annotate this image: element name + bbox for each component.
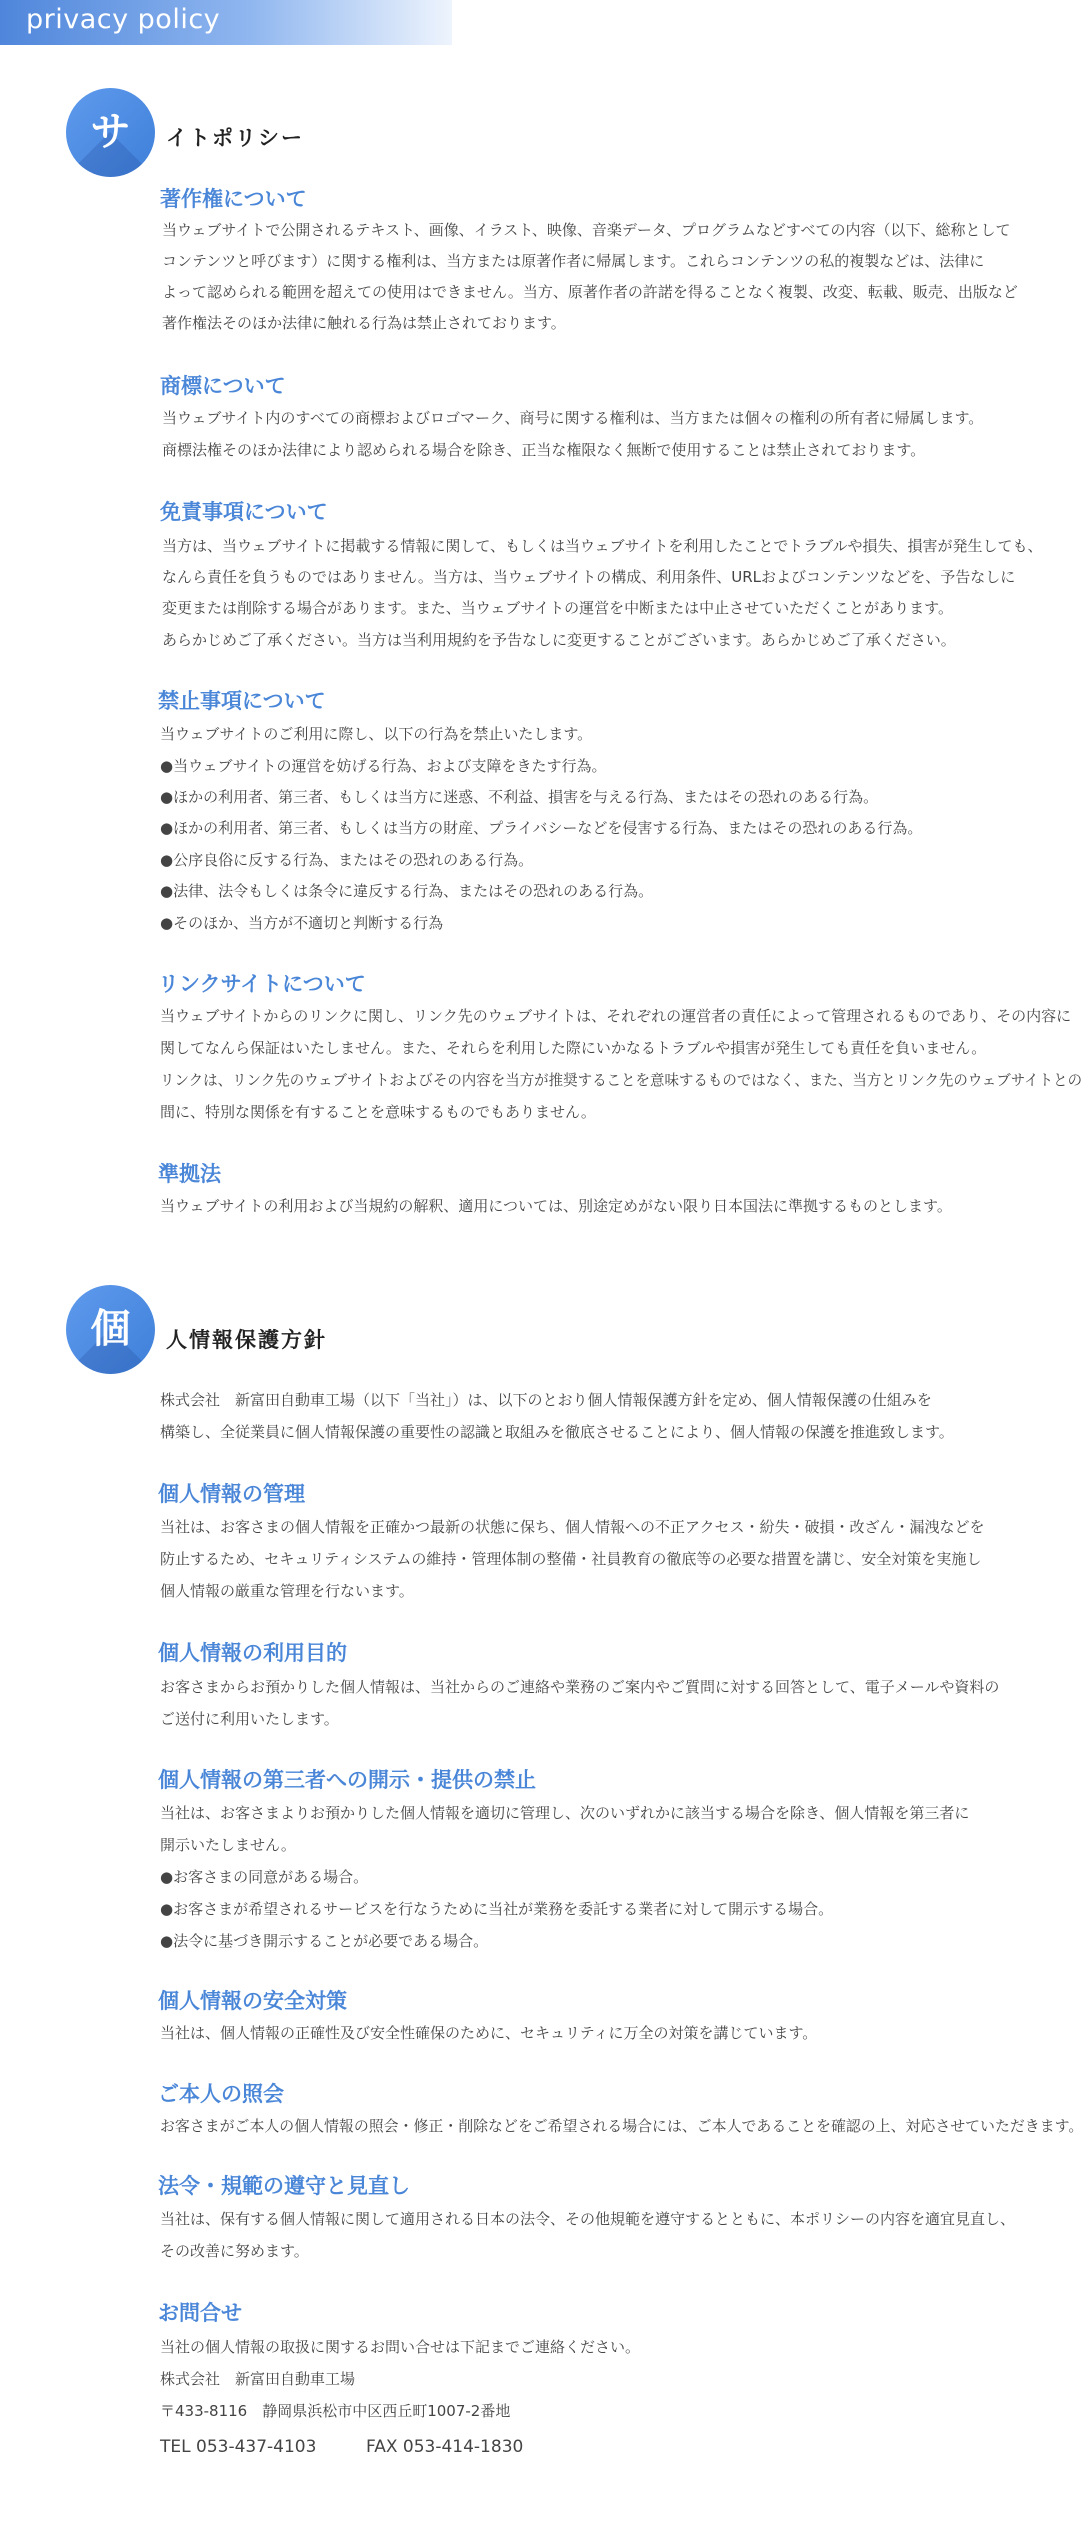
site-policy-icon-char: サ — [90, 109, 131, 155]
management-line: 個人情報の厳重な管理を行ないます。 — [160, 1582, 414, 1600]
compliance-line: その改善に努めます。 — [160, 2242, 309, 2260]
contact-company: 株式会社 新富田自動車工場 — [160, 2370, 356, 2388]
section-heading-security: 個人情報の安全対策 — [158, 1989, 347, 2013]
privacy-circle-icon — [66, 1285, 155, 1374]
section-heading-links: リンクサイトについて — [158, 972, 366, 996]
privacy-policy-banner — [0, 0, 452, 45]
links-line: リンクは、リンク先のウェブサイトおよびその内容を当方が推奨することを意味するものではなく、また、当方とリンク先のウェブサイトとの — [160, 1071, 1083, 1089]
section-heading-management: 個人情報の管理 — [158, 1482, 305, 1506]
disclosure-item: ●お客さまの同意がある場合。 — [160, 1868, 369, 1886]
copyright-line: コンテンツと呼びます）に関する権利は、当方または原著作者に帰属します。これらコンテンツの私的複製などは、法律に — [162, 252, 985, 270]
section-heading-purpose: 個人情報の利用目的 — [158, 1641, 347, 1665]
disclaimer-line: 変更または削除する場合があります。また、当ウェブサイトの運営を中断または中止させていただくことがあります。 — [162, 599, 953, 617]
prohibited-item: ●法律、法令もしくは条令に違反する行為、またはその恐れのある行為。 — [160, 882, 654, 900]
section-heading-governing-law: 準拠法 — [158, 1162, 221, 1186]
purpose-line: ご送付に利用いたします。 — [160, 1710, 339, 1728]
disclosure-item: ●お客さまが希望されるサービスを行なうために当社が業務を委託する業者に対して開示する場合。 — [160, 1900, 834, 1918]
section-heading-disclaimer: 免責事項について — [160, 500, 328, 524]
section-heading-contact: お問合せ — [158, 2301, 242, 2325]
copyright-line: 当ウェブサイトで公開されるテキスト、画像、イラスト、映像、音楽データ、プログラムなどすべての内容（以下、総称として — [162, 221, 1011, 239]
disclosure-line: 開示いたしません。 — [160, 1836, 296, 1854]
trademark-line: 当ウェブサイト内のすべての商標およびロゴマーク、商号に関する権利は、当方または個々の権利の所有者に帰属します。 — [162, 409, 984, 427]
disclaimer-line: 当方は、当ウェブサイトに掲載する情報に関して、もしくは当ウェブサイトを利用したことでトラブルや損失、損害が発生しても、 — [162, 537, 1043, 555]
section-heading-trademark: 商標について — [160, 374, 286, 398]
compliance-line: 当社は、保有する個人情報に関して適用される日本の法令、その他規範を遵守するとともに、本ポリシーの内容を適宜見直し、 — [160, 2210, 1016, 2228]
prohibited-item: ●ほかの利用者、第三者、もしくは当方に迷惑、不利益、損害を与える行為、またはその恐れのある行為。 — [160, 788, 879, 806]
prohibited-item: ●公序良俗に反する行為、またはその恐れのある行為。 — [160, 851, 534, 869]
banner-title: privacy policy — [26, 4, 221, 35]
site-policy-title: イトポリシー — [166, 126, 304, 150]
section-heading-prohibited: 禁止事項について — [158, 689, 326, 713]
section-heading-compliance: 法令・規範の遵守と見直し — [158, 2174, 410, 2198]
copyright-line: 著作権法そのほか法律に触れる行為は禁止されております。 — [162, 314, 566, 332]
privacy-intro-line: 株式会社 新富田自動車工場（以下「当社」）は、以下のとおり個人情報保護方針を定め、個人情報保護の仕組みを — [160, 1391, 932, 1409]
prohibited-item: ●ほかの利用者、第三者、もしくは当方の財産、プライバシーなどを侵害する行為、またはその恐れのある行為。 — [160, 819, 923, 837]
links-line: 関してなんら保証はいたしません。また、それらを利用した際にいかなるトラブルや損害が発生しても責任を負いません。 — [160, 1039, 987, 1057]
prohibited-item: ●そのほか、当方が不適切と判断する行為 — [160, 914, 444, 932]
section-heading-inquiry-self: ご本人の照会 — [158, 2082, 284, 2106]
disclaimer-line: なんら責任を負うものではありません。当方は、当ウェブサイトの構成、利用条件、URLおよびコンテンツなどを、予告なしに — [162, 568, 1016, 586]
prohibited-item: ●当ウェブサイトの運営を妨げる行為、および支障をきたす行為。 — [160, 757, 607, 775]
site-policy-circle-icon — [66, 88, 155, 177]
contact-line: 当社の個人情報の取扱に関するお問い合せは下記までご連絡ください。 — [160, 2338, 641, 2356]
inquiry-self-line: お客さまがご本人の個人情報の照会・修正・削除などをご希望される場合には、ご本人であることを確認の上、対応させていただきます。 — [160, 2117, 1084, 2135]
contact-address: 〒433-8116 静岡県浜松市中区西丘町1007-2番地 — [160, 2402, 511, 2420]
management-line: 防止するため、セキュリティシステムの維持・管理体制の整備・社員教育の徹底等の必要な措置を講じ、安全対策を実施し — [160, 1550, 982, 1568]
purpose-line: お客さまからお預かりした個人情報は、当社からのご連絡や業務のご案内やご質問に対する回答として、電子メールや資料の — [160, 1678, 1000, 1696]
privacy-intro-line: 構築し、全従業員に個人情報保護の重要性の認識と取組みを徹底させることにより、個人情報の保護を推進致します。 — [160, 1423, 954, 1441]
security-line: 当社は、個人情報の正確性及び安全性確保のために、セキュリティに万全の対策を講じています。 — [160, 2024, 818, 2042]
links-line: 間に、特別な関係を有することを意味するものでもありません。 — [160, 1103, 596, 1121]
privacy-icon-char: 個 — [90, 1306, 131, 1352]
copyright-line: よって認められる範囲を超えての使用はできません。当方、原著作者の許諾を得ることなく複製、改変、転載、販売、出版など — [162, 283, 1018, 301]
contact-fax: FAX 053-414-1830 — [366, 2437, 524, 2457]
links-line: 当ウェブサイトからのリンクに関し、リンク先のウェブサイトは、それぞれの運営者の責任によって管理されるものであり、その内容に — [160, 1007, 1072, 1025]
governing-law-line: 当ウェブサイトの利用および当規約の解釈、適用については、別途定めがない限り日本国法に準拠するものとします。 — [160, 1197, 952, 1215]
contact-tel: TEL 053-437-4103 — [160, 2437, 317, 2457]
disclosure-line: 当社は、お客さまよりお預かりした個人情報を適切に管理し、次のいずれかに該当する場合を除き、個人情報を第三者に — [160, 1804, 970, 1822]
trademark-line: 商標法権そのほか法律により認められる場合を除き、正当な権限なく無断で使用することは禁止されております。 — [162, 441, 926, 459]
disclaimer-line: あらかじめご了承ください。当方は当利用規約を予告なしに変更することがございます。あらかじめご了承ください。 — [162, 631, 956, 649]
section-heading-copyright: 著作権について — [160, 187, 307, 211]
privacy-title: 人情報保護方針 — [166, 1328, 327, 1352]
section-heading-disclosure: 個人情報の第三者への開示・提供の禁止 — [158, 1768, 536, 1792]
management-line: 当社は、お客さまの個人情報を正確かつ最新の状態に保ち、個人情報への不正アクセス・紛失・破損・改ざん・漏洩などを — [160, 1518, 985, 1536]
prohibited-line: 当ウェブサイトのご利用に際し、以下の行為を禁止いたします。 — [160, 725, 593, 743]
disclosure-item: ●法令に基づき開示することが必要である場合。 — [160, 1932, 489, 1950]
